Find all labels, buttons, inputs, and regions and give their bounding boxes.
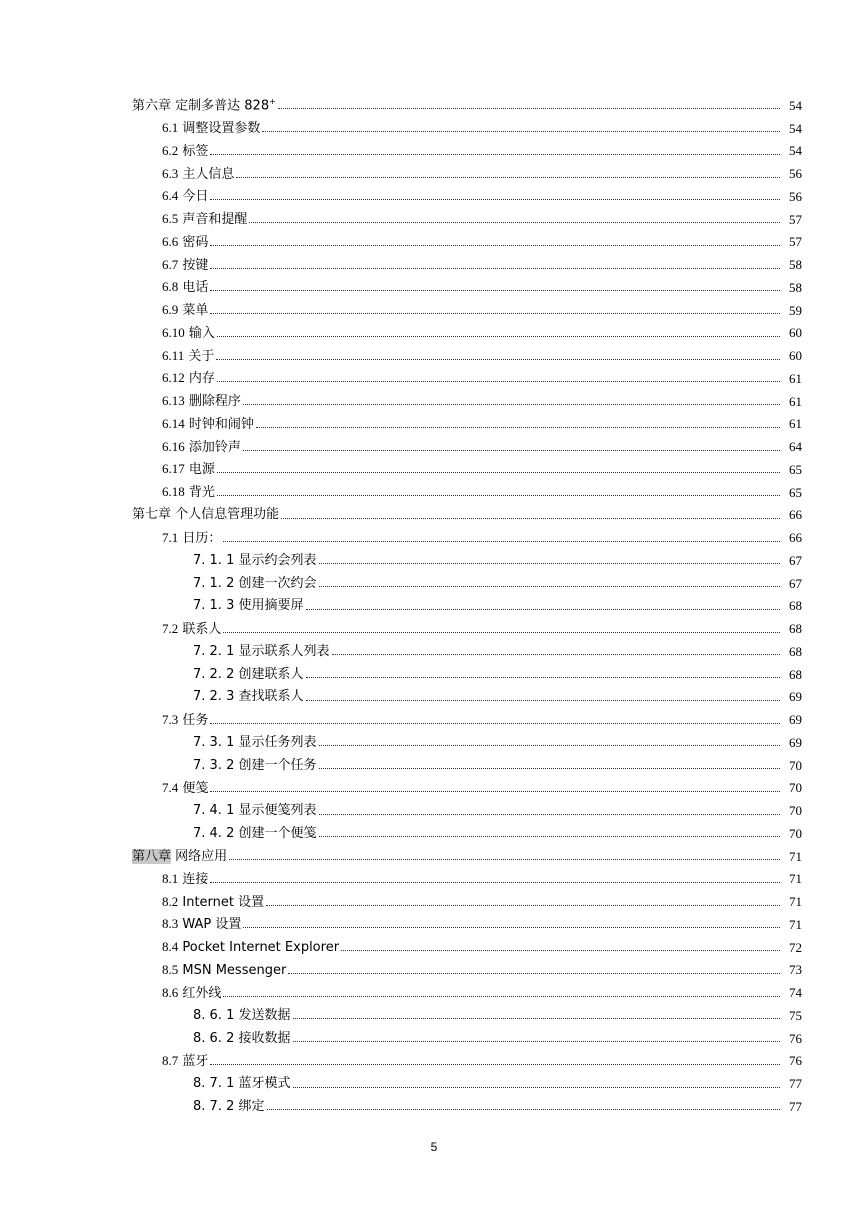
toc-entry-text: MSN Messenger [182, 962, 287, 978]
toc-entry-page: 75 [789, 1007, 802, 1023]
toc-entry-number: 7. 4. 2 [193, 825, 235, 841]
toc-leader-dots [243, 391, 780, 405]
toc-entry[interactable] [0, 777, 868, 800]
toc-entry-page: 54 [789, 97, 802, 113]
toc-entry-title [162, 326, 215, 340]
toc-leader-dots [236, 164, 780, 178]
table-of-contents [0, 94, 868, 1118]
toc-leader-dots [256, 414, 780, 428]
toc-entry-title [162, 917, 241, 931]
toc-entry[interactable] [0, 1027, 868, 1050]
toc-entry-page: 64 [789, 439, 802, 455]
toc-entry-text: 声音和提醒 [182, 212, 248, 228]
toc-entry-text: 查找联系人 [238, 689, 304, 705]
toc-entry-number: 6.3 [162, 165, 179, 181]
toc-entry-text: 显示联系人列表 [238, 643, 330, 659]
toc-entry-text: 蓝牙模式 [238, 1076, 291, 1092]
toc-entry-number: 6.4 [162, 188, 179, 204]
toc-entry-title [132, 508, 279, 521]
toc-entry-title [193, 599, 304, 612]
toc-entry[interactable] [0, 94, 868, 117]
page-number: 5 [430, 1140, 438, 1154]
toc-leader-dots [278, 95, 780, 109]
toc-entry-number: 7. 1. 3 [193, 598, 235, 614]
toc-entry[interactable] [0, 1072, 868, 1095]
toc-entry-number: 8. 6. 1 [193, 1007, 235, 1023]
toc-entry-number: 7.1 [162, 529, 179, 545]
toc-entry-number: 7. 2. 2 [193, 666, 235, 682]
toc-entry-number: 8. 7. 1 [193, 1076, 235, 1092]
toc-leader-dots [341, 937, 780, 951]
toc-entry-text: 显示约会列表 [238, 552, 317, 568]
toc-entry-number: 6.10 [162, 324, 185, 340]
toc-leader-dots [210, 232, 780, 246]
toc-leader-dots [210, 1051, 780, 1065]
toc-entry-page: 74 [789, 985, 802, 1001]
toc-entry-text: 内存 [188, 371, 215, 387]
toc-entry-text: 显示任务列表 [238, 734, 317, 750]
toc-entry-text: 创建联系人 [238, 666, 304, 682]
toc-entry-superscript: + [269, 97, 276, 107]
toc-entry-page: 71 [789, 871, 802, 887]
toc-entry[interactable] [0, 481, 868, 504]
toc-leader-dots [210, 141, 780, 155]
toc-entry-text: 任务 [182, 712, 209, 728]
toc-entry-number: 7. 3. 1 [193, 734, 235, 750]
toc-entry-text: 关于 [188, 348, 215, 364]
toc-leader-dots [293, 1028, 781, 1042]
toc-entry-number: 6.8 [162, 279, 179, 295]
toc-entry[interactable] [0, 504, 868, 527]
toc-entry[interactable] [0, 890, 868, 913]
toc-entry[interactable] [0, 981, 868, 1004]
toc-entry-title [162, 485, 215, 499]
toc-entry-number: 8. 7. 2 [193, 1098, 235, 1114]
toc-entry-text: 今日 [182, 189, 209, 205]
toc-entry-number: 6.16 [162, 438, 185, 454]
toc-entry-text: 菜单 [182, 303, 209, 319]
toc-entry-text: 调整设置参数 [182, 121, 261, 137]
toc-leader-dots [217, 482, 780, 496]
toc-leader-dots [319, 755, 781, 769]
toc-entry[interactable] [0, 549, 868, 572]
toc-entry[interactable] [0, 799, 868, 822]
toc-leader-dots [229, 846, 780, 860]
toc-entry-title [162, 440, 241, 454]
toc-entry-title [193, 804, 317, 817]
toc-leader-dots [210, 869, 780, 883]
toc-leader-dots [216, 346, 780, 360]
toc-entry-text: 按键 [182, 257, 209, 273]
toc-entry-number: 7. 4. 1 [193, 803, 235, 819]
toc-entry-title [162, 189, 208, 203]
toc-entry-page: 77 [789, 1076, 802, 1092]
toc-entry-number: 8.5 [162, 961, 179, 977]
toc-leader-dots [243, 437, 780, 451]
toc-entry-page: 69 [789, 734, 802, 750]
toc-entry[interactable] [0, 526, 868, 549]
toc-entry-title [132, 98, 276, 112]
toc-entry-number: 8.6 [162, 984, 179, 1000]
toc-entry-text: WAP 设置 [182, 917, 242, 933]
toc-entry-page: 70 [789, 825, 802, 841]
toc-entry[interactable] [0, 686, 868, 709]
toc-entry-title [193, 690, 304, 703]
toc-leader-dots [210, 778, 780, 792]
toc-entry-page: 67 [789, 552, 802, 568]
toc-entry-page: 68 [789, 598, 802, 614]
toc-entry-text: 输入 [188, 325, 215, 341]
toc-entry-title [193, 736, 317, 749]
toc-entry[interactable] [0, 367, 868, 390]
toc-entry[interactable] [0, 117, 868, 140]
toc-entry-number: 7. 1. 1 [193, 552, 235, 568]
toc-entry-page: 65 [789, 461, 802, 477]
toc-entry-title [162, 872, 208, 886]
toc-entry[interactable] [0, 617, 868, 640]
toc-entry-text: 创建一个便笺 [238, 825, 317, 841]
toc-entry-number: 7. 3. 2 [193, 757, 235, 773]
toc-entry-text: 绑定 [238, 1098, 265, 1114]
toc-entry-text: 电话 [182, 280, 209, 296]
toc-entry-page: 73 [789, 962, 802, 978]
toc-entry[interactable] [0, 140, 868, 163]
toc-entry-number: 7.4 [162, 779, 179, 795]
toc-entry-text: Internet 设置 [182, 894, 265, 910]
toc-entry[interactable] [0, 185, 868, 208]
toc-entry-title [193, 554, 317, 567]
toc-leader-dots [243, 914, 780, 928]
toc-entry-title [193, 1009, 291, 1022]
toc-entry-number: 6.13 [162, 393, 185, 409]
toc-entry[interactable] [0, 868, 868, 891]
toc-entry[interactable] [0, 435, 868, 458]
toc-leader-dots [223, 528, 780, 542]
toc-entry-page: 61 [789, 416, 802, 432]
toc-entry-text: 主人信息 [182, 166, 235, 182]
toc-entry-number: 8. 6. 2 [193, 1030, 235, 1046]
toc-entry-text: 日历： [182, 530, 222, 546]
toc-entry-text: 个人信息管理功能 [175, 507, 280, 523]
toc-entry[interactable] [0, 959, 868, 982]
toc-leader-dots [223, 983, 780, 997]
toc-entry[interactable] [0, 162, 868, 185]
toc-entry[interactable] [0, 913, 868, 936]
toc-entry-number: 8.4 [162, 939, 179, 955]
toc-entry-number: 6.1 [162, 120, 179, 136]
toc-entry[interactable] [0, 253, 868, 276]
toc-entry[interactable] [0, 458, 868, 481]
toc-entry-number: 6.17 [162, 461, 185, 477]
toc-entry[interactable] [0, 822, 868, 845]
toc-entry-title [162, 986, 221, 1000]
toc-entry-number: 7.2 [162, 620, 179, 636]
toc-entry[interactable] [0, 1004, 868, 1027]
toc-entry-number: 7. 1. 2 [193, 575, 235, 591]
toc-entry-page: 68 [789, 666, 802, 682]
toc-leader-dots [293, 1005, 781, 1019]
toc-entry-page: 59 [789, 302, 802, 318]
toc-entry-page: 70 [789, 757, 802, 773]
toc-entry[interactable] [0, 595, 868, 618]
toc-leader-dots [210, 186, 780, 200]
toc-entry-text: 接收数据 [238, 1030, 291, 1046]
toc-entry[interactable] [0, 322, 868, 345]
toc-leader-dots [217, 323, 780, 337]
toc-entry-page: 77 [789, 1098, 802, 1114]
toc-entry-page: 71 [789, 894, 802, 910]
toc-entry-title [162, 280, 208, 294]
toc-leader-dots [210, 300, 780, 314]
toc-entry-page: 61 [789, 393, 802, 409]
toc-entry-text: 创建一个任务 [238, 757, 317, 773]
toc-leader-dots [306, 664, 781, 678]
toc-leader-dots [249, 209, 780, 223]
toc-entry[interactable] [0, 731, 868, 754]
toc-leader-dots [210, 710, 780, 724]
toc-entry-page: 58 [789, 279, 802, 295]
toc-entry-text: 连接 [182, 871, 209, 887]
toc-entry-text: 标签 [182, 143, 209, 159]
toc-entry-title [162, 349, 214, 363]
toc-entry[interactable] [0, 572, 868, 595]
toc-entry-number: 6.11 [162, 347, 185, 363]
toc-entry-number: 6.12 [162, 370, 185, 386]
toc-entry-number: 6.2 [162, 142, 179, 158]
toc-entry[interactable] [0, 845, 868, 868]
toc-leader-dots [319, 823, 781, 837]
toc-entry-page: 61 [789, 370, 802, 386]
toc-entry-title [162, 1054, 208, 1068]
toc-entry-title [162, 144, 208, 158]
toc-entry-number: 7. 2. 3 [193, 689, 235, 705]
toc-leader-dots [306, 687, 781, 701]
toc-entry-number: 8.3 [162, 916, 179, 932]
toc-entry-text: 密码 [182, 234, 209, 250]
toc-entry-page: 70 [789, 803, 802, 819]
toc-leader-dots [267, 1096, 781, 1110]
toc-entry[interactable] [0, 1050, 868, 1073]
toc-leader-dots [288, 960, 780, 974]
toc-entry-text: 红外线 [182, 985, 222, 1001]
toc-entry-text: 显示便笺列表 [238, 803, 317, 819]
toc-entry-title [162, 212, 247, 226]
toc-entry[interactable] [0, 936, 868, 959]
toc-entry-text: 电源 [188, 462, 215, 478]
toc-entry-text: 蓝牙 [182, 1053, 209, 1069]
toc-entry-page: 68 [789, 621, 802, 637]
toc-entry[interactable] [0, 299, 868, 322]
toc-entry-title [162, 781, 208, 795]
toc-entry-page: 56 [789, 188, 802, 204]
toc-entry-title [162, 121, 260, 135]
toc-entry-number: 7. 2. 1 [193, 643, 235, 659]
toc-entry-title [162, 417, 254, 431]
toc-entry-text: 网络应用 [175, 848, 228, 864]
toc-entry-number: 6.18 [162, 484, 185, 500]
toc-entry-text: 发送数据 [238, 1007, 291, 1023]
toc-entry-number: 6.14 [162, 415, 185, 431]
toc-entry-text: 时钟和闹钟 [188, 416, 254, 432]
toc-entry-title [162, 713, 208, 727]
toc-entry-page: 57 [789, 234, 802, 250]
toc-entry[interactable] [0, 231, 868, 254]
toc-leader-dots [319, 732, 781, 746]
toc-entry-page: 66 [789, 507, 802, 523]
toc-entry-title [162, 371, 215, 385]
toc-entry-title [162, 258, 208, 272]
toc-entry-text: Pocket Internet Explorer [182, 940, 340, 956]
toc-entry[interactable] [0, 390, 868, 413]
toc-entry-text: 添加铃声 [188, 439, 241, 455]
toc-entry-page: 72 [789, 939, 802, 955]
toc-leader-dots [319, 801, 781, 815]
toc-entry-page: 69 [789, 712, 802, 728]
toc-leader-dots [319, 550, 781, 564]
toc-leader-dots [266, 892, 780, 906]
toc-leader-dots [293, 1074, 781, 1088]
toc-leader-dots [281, 505, 780, 519]
toc-entry-page: 66 [789, 530, 802, 546]
toc-entry-text: 背光 [188, 485, 215, 501]
toc-entry[interactable] [0, 640, 868, 663]
toc-entry-title [162, 462, 215, 476]
toc-entry-page: 70 [789, 780, 802, 796]
toc-entry-number: 6.5 [162, 211, 179, 227]
toc-entry-page: 54 [789, 143, 802, 159]
toc-entry-title [162, 940, 339, 954]
toc-entry-number: 8.7 [162, 1052, 179, 1068]
toc-leader-dots [319, 573, 781, 587]
toc-entry-text: 联系人 [182, 621, 222, 637]
toc-leader-dots [223, 619, 780, 633]
toc-entry-title [162, 895, 264, 909]
toc-entry[interactable] [0, 344, 868, 367]
toc-entry-number: 第七章 [132, 507, 172, 523]
toc-leader-dots [262, 118, 780, 132]
toc-entry-title [193, 1077, 291, 1090]
toc-entry-title [193, 1032, 291, 1045]
toc-entry-number: 6.7 [162, 256, 179, 272]
toc-entry-text: 定制多普达 828 [175, 98, 270, 114]
toc-entry-title [162, 963, 286, 977]
toc-entry-page: 69 [789, 689, 802, 705]
toc-entry[interactable] [0, 754, 868, 777]
toc-entry-text: 便笺 [182, 780, 209, 796]
toc-entry[interactable] [0, 708, 868, 731]
toc-entry-title [162, 303, 208, 317]
toc-entry-title [193, 827, 317, 840]
toc-entry-page: 71 [789, 916, 802, 932]
toc-entry[interactable] [0, 413, 868, 436]
toc-leader-dots [210, 255, 780, 269]
toc-leader-dots [306, 596, 781, 610]
toc-entry-text: 使用摘要屏 [238, 598, 304, 614]
toc-entry-page: 71 [789, 848, 802, 864]
toc-entry[interactable] [0, 663, 868, 686]
toc-entry-page: 68 [789, 643, 802, 659]
toc-entry-page: 56 [789, 166, 802, 182]
toc-leader-dots [217, 368, 780, 382]
toc-entry-page: 60 [789, 325, 802, 341]
toc-entry[interactable] [0, 1095, 868, 1118]
toc-entry-page: 60 [789, 348, 802, 364]
toc-entry-number: 6.9 [162, 302, 179, 318]
toc-entry-page: 76 [789, 1030, 802, 1046]
toc-entry-title [162, 394, 241, 408]
toc-entry-page: 65 [789, 484, 802, 500]
toc-entry-number: 8.1 [162, 870, 179, 886]
toc-entry-number: 7.3 [162, 711, 179, 727]
toc-leader-dots [210, 277, 780, 291]
toc-entry-number: 第六章 [132, 98, 172, 114]
toc-entry-page: 58 [789, 257, 802, 273]
toc-entry-page: 76 [789, 1053, 802, 1069]
toc-entry-title [193, 668, 304, 681]
toc-entry-title [162, 622, 221, 636]
toc-leader-dots [217, 459, 780, 473]
toc-entry-title [162, 167, 234, 181]
toc-entry-page: 57 [789, 211, 802, 227]
toc-entry-number: 第八章 [132, 848, 172, 864]
toc-entry-number: 8.2 [162, 893, 179, 909]
toc-entry-text: 创建一次约会 [238, 575, 317, 591]
toc-entry-page: 54 [789, 120, 802, 136]
toc-entry[interactable] [0, 276, 868, 299]
toc-entry-title [132, 850, 227, 863]
toc-entry-title [162, 531, 221, 545]
toc-entry-title [193, 1100, 265, 1113]
toc-leader-dots [332, 641, 781, 655]
toc-entry-number: 6.6 [162, 233, 179, 249]
toc-entry[interactable] [0, 208, 868, 231]
toc-entry-page: 67 [789, 575, 802, 591]
toc-entry-title [193, 645, 330, 658]
toc-entry-title [193, 759, 317, 772]
toc-entry-title [162, 235, 208, 249]
toc-entry-text: 删除程序 [188, 394, 241, 410]
toc-entry-title [193, 577, 317, 590]
